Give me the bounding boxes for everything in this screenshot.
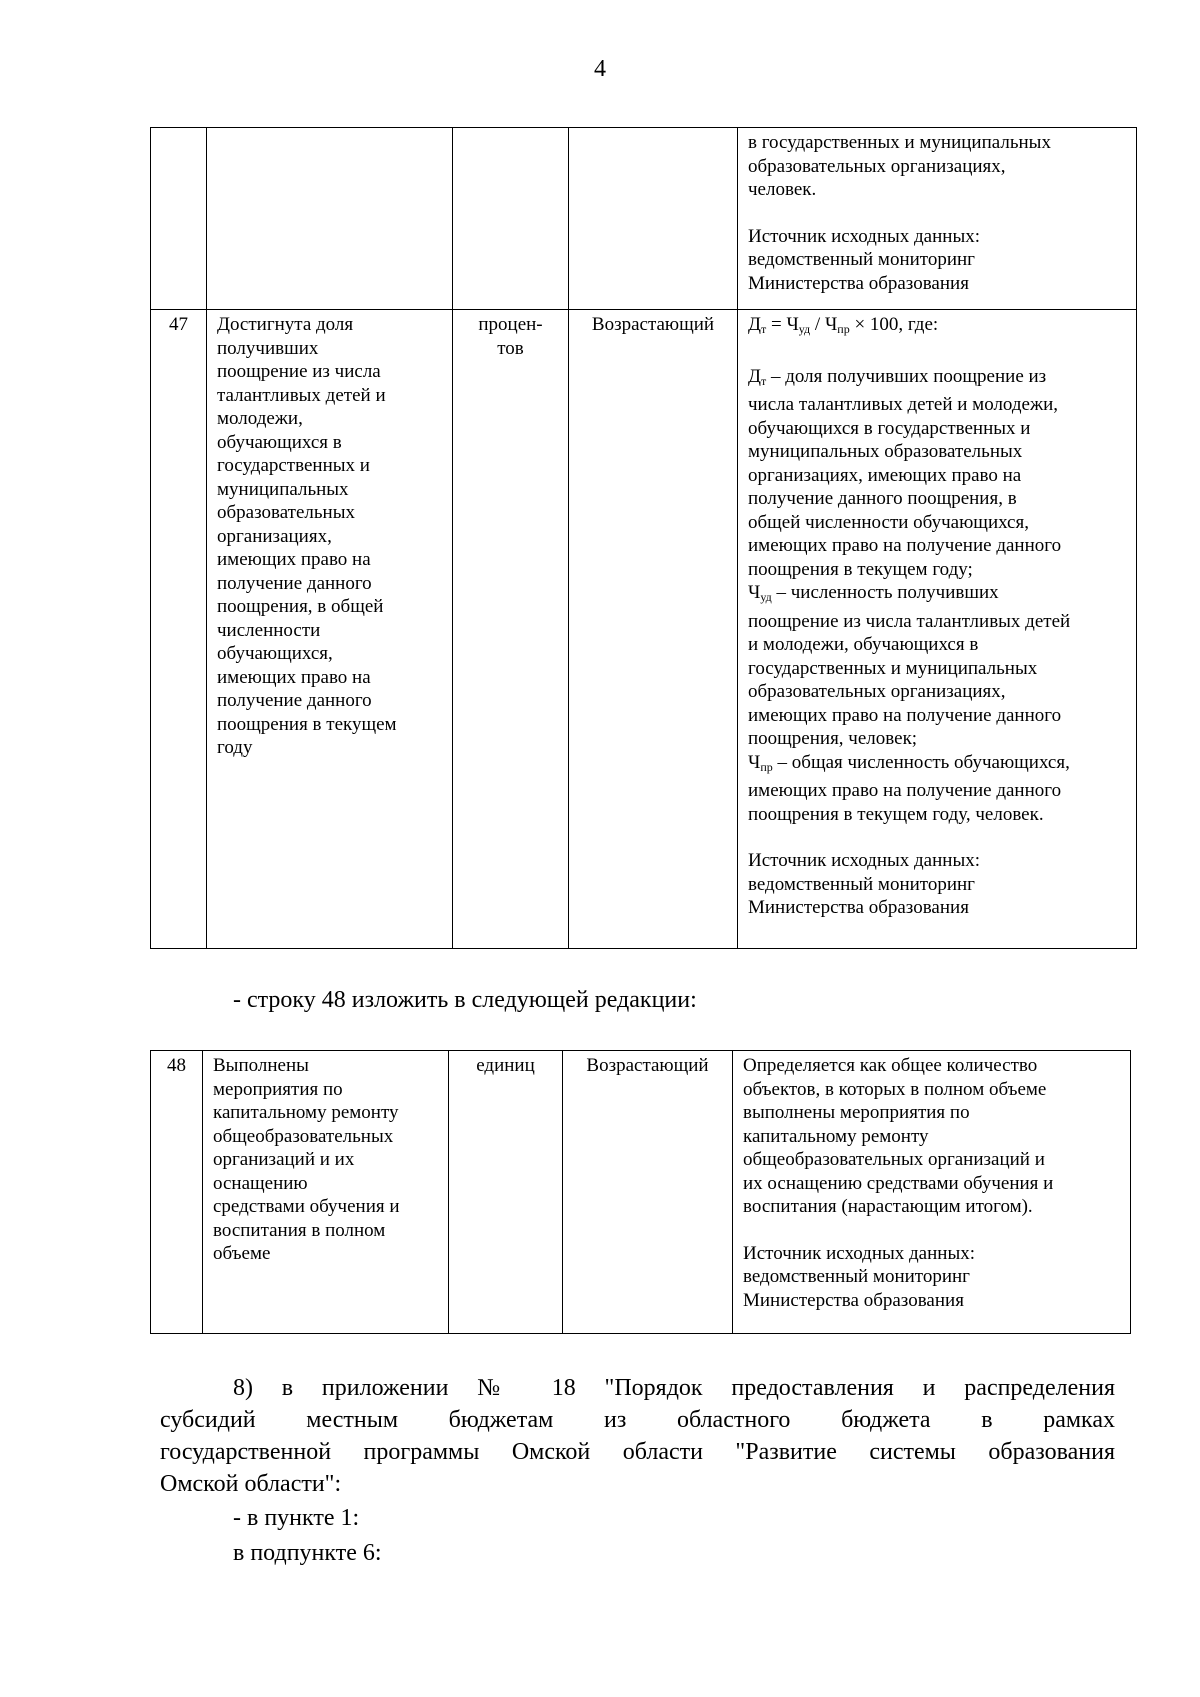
paragraph-8-line-2: субсидий местным бюджетам из областного бюджета в рамках xyxy=(160,1407,1115,1433)
calculation-method xyxy=(733,1051,1131,1334)
table-row-48 xyxy=(151,1051,1131,1334)
cell-name xyxy=(207,128,453,310)
direction: Возрастающий xyxy=(569,310,738,949)
point-1-line: - в пункте 1: xyxy=(233,1505,360,1531)
unit-of-measure: единиц xyxy=(449,1051,563,1334)
row-number: 48 xyxy=(151,1051,203,1334)
definition-d: $Д_т$ – доля получивших поощрение из числа талантливых детей и молодежи, обучающихся в государственных и муниципальных образовательных организациях, имеющих право на получение данного поощрения, в общей численности обучающихся, имеющих право на получение данного поощрения в текущем году; xyxy=(748,365,1062,580)
definition-ch-ud: $Ч_{уд}$ – численность получивших поощрение из числа талантливых детей и молодежи, обучающихся в государственных и муниципальных образовательных организациях, имеющих право на получение данного поощрения, человек; xyxy=(748,582,1071,749)
cell-method xyxy=(738,128,1137,310)
definition-ch-pr: $Ч_{пр}$ – общая численность обучающихся, имеющих право на получение данного поощрения в текущем году, человек. xyxy=(748,751,1070,825)
formula: $Д_т = Ч_{уд} / Ч_{пр} \times 100$, где: xyxy=(748,314,939,336)
source-label: Источник исходных данных: xyxy=(748,850,980,871)
page-number: 4 xyxy=(594,56,606,82)
cell-direction xyxy=(569,128,738,310)
direction: Возрастающий xyxy=(563,1051,733,1334)
table-row-47 xyxy=(151,310,1137,949)
calculation-method xyxy=(738,310,1137,949)
method-text: Определяется как общее количество объектов, в которых в полном объеме выполнены мероприятия по капитальному ремонту общеобразовательных организаций и их оснащению средствами обучения и воспитания (нарастающим итогом). xyxy=(743,1055,1054,1217)
indicators-table-row48 xyxy=(150,1050,1131,1334)
cell-number xyxy=(151,128,207,310)
unit-of-measure: процен- тов xyxy=(453,310,569,949)
source-text: ведомственный мониторинг Министерства образования xyxy=(743,1266,970,1311)
indicator-name: Достигнута доля получивших поощрение из числа талантливых детей и молодежи, обучающихся в государственных и муниципальных образовательных организациях, имеющих право на получение данного поощрения, в общей численности обучающихся, имеющих право на получение данного поощрения в текущем году xyxy=(207,310,453,949)
row-number: 47 xyxy=(151,310,207,949)
source-text: ведомственный мониторинг Министерства образования xyxy=(748,873,975,918)
paragraph-8-line-4: Омской области": xyxy=(160,1471,342,1497)
indicator-name: Выполнены мероприятия по капитальному ремонту общеобразовательных организаций и их оснащению средствами обучения и воспитания в полном объеме xyxy=(203,1051,449,1334)
instruction-row-48: - строку 48 изложить в следующей редакции: xyxy=(233,987,697,1013)
source-label: Источник исходных данных: xyxy=(748,225,980,247)
paragraph-8-line-1: 8) в приложении № 18 "Порядок предоставления и распределения xyxy=(233,1375,1115,1401)
paragraph-8-line-3: государственной программы Омской области "Развитие системы образования xyxy=(160,1439,1115,1465)
subpoint-6-line: в подпункте 6: xyxy=(233,1540,382,1566)
indicators-table-top xyxy=(150,127,1137,949)
method-text: в государственных и муниципальных образовательных организациях, человек. xyxy=(748,132,1051,200)
source-label: Источник исходных данных: xyxy=(743,1242,975,1264)
source-text: ведомственный мониторинг Министерства образования xyxy=(748,249,975,294)
table-row-continuation xyxy=(151,128,1137,310)
cell-unit xyxy=(453,128,569,310)
